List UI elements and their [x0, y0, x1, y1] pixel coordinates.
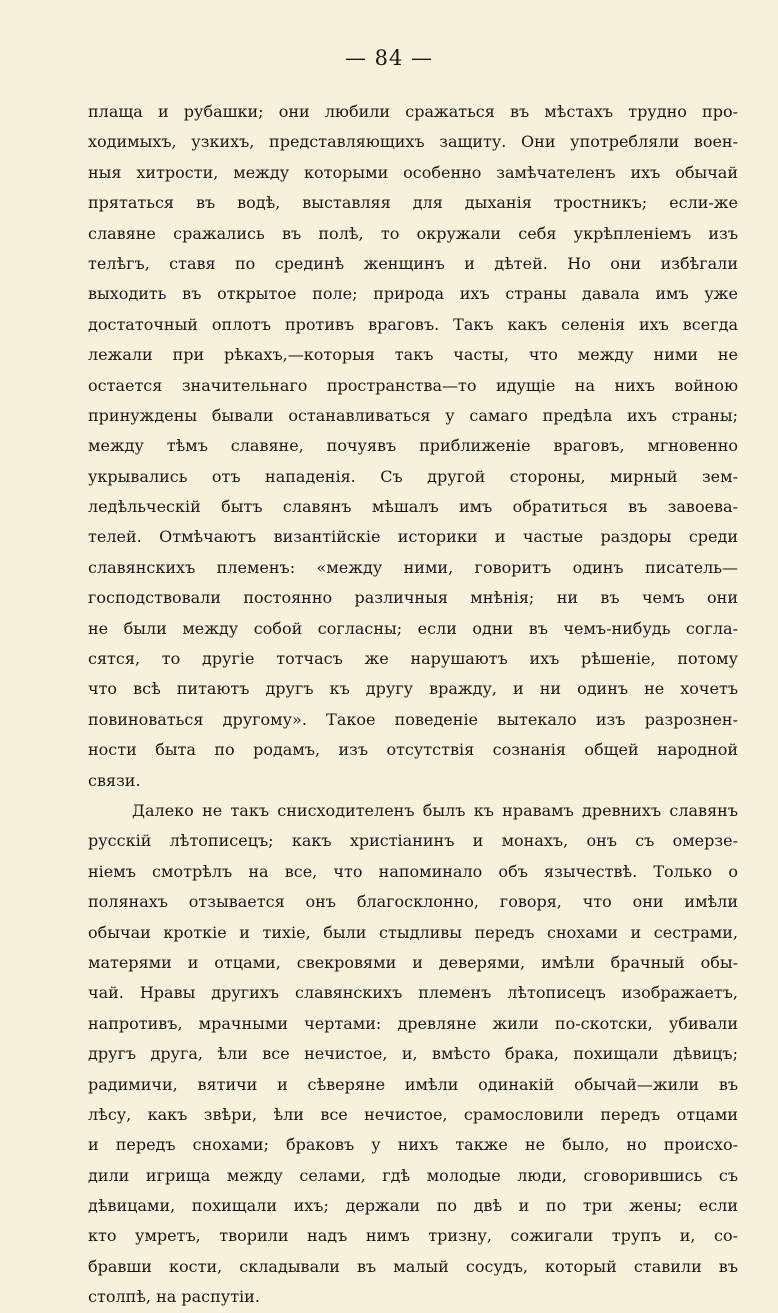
text-line: господствовали постоянно различныя мнѣнія; ни въ чемъ они — [88, 588, 738, 608]
page-number: — 84 — — [344, 46, 434, 70]
text-line: принуждены бывали останавливаться у самаго предѣла ихъ страны; — [88, 405, 738, 425]
text-line: ледѣльческій бытъ славянъ мѣшалъ имъ обратиться въ завоева- — [88, 497, 738, 517]
text-line: остается значительнаго пространства—то идущіе на нихъ войною — [88, 375, 738, 395]
text-line: дѣвицами, похищали ихъ; держали по двѣ и по три жены; если — [88, 1196, 738, 1216]
text-line: ныя хитрости, между которыми особенно замѣчателенъ ихъ обычай — [88, 162, 738, 182]
text-line: телѣгъ, ставя по срединѣ женщинъ и дѣтей. Но они избѣгали — [88, 253, 738, 273]
text-line: напротивъ, мрачными чертами: древляне жили по-скотски, убивали — [88, 1013, 738, 1033]
text-line: бравши кости, складывали въ малый сосудъ, который ставили въ — [88, 1256, 738, 1276]
text-line: плаща и рубашки; они любили сражаться въ мѣстахъ трудно про- — [88, 102, 738, 121]
text-line: лѣсу, какъ звѣри, ѣли все нечистое, срамословили передъ отцами — [88, 1104, 738, 1124]
text-line: славяне сражались въ полѣ, то окружали себя укрѣпленіемъ изъ — [88, 223, 738, 243]
text-line: сятся, то другіе тотчасъ же нарушаютъ ихъ рѣшеніе, потому — [88, 649, 738, 669]
text-line: не были между собой согласны; если одни въ чемъ-нибудь согла- — [88, 618, 738, 638]
text-line: матерями и отцами, свекровями и деверями, имѣли брачный обы- — [88, 952, 738, 972]
text-line: выходить въ открытое поле; природа ихъ страны давала имъ уже — [88, 284, 738, 304]
text-line: укрывались отъ нападенія. Съ другой стороны, мирный зем- — [88, 466, 738, 486]
text-line: радимичи, вятичи и сѣверяне имѣли одинакій обычай—жили въ — [88, 1074, 738, 1094]
text-line: телей. Отмѣчаютъ византійскіе историки и частые раздоры среди — [88, 527, 738, 547]
paragraph-start-line: Далеко не такъ снисходителенъ былъ къ нравамъ древнихъ славянъ — [132, 800, 738, 820]
text-line: полянахъ отзывается онъ благосклонно, говоря, что они имѣли — [88, 892, 738, 912]
text-line: чай. Нравы другихъ славянскихъ племенъ лѣтописецъ изображаетъ, — [88, 983, 738, 1003]
text-line: ходимыхъ, узкихъ, представляющихъ защиту. Они употребляли воен- — [88, 132, 738, 152]
text-line: прятаться въ водѣ, выставляя для дыханія тростникъ; если-же — [88, 193, 738, 213]
text-line: достаточный оплотъ противъ враговъ. Такъ какъ селенія ихъ всегда — [88, 314, 738, 334]
text-line: и передъ снохами; браковъ у нихъ также не было, но происхо- — [88, 1135, 738, 1155]
text-line: что всѣ питаютъ другъ къ другу вражду, и ни одинъ не хочетъ — [88, 679, 738, 699]
text-line: другъ друга, ѣли все нечистое, и, вмѣсто брака, похищали дѣвицъ; — [88, 1044, 738, 1064]
text-line: русскій лѣтописецъ; какъ христіанинъ и монахъ, онъ съ омерзе- — [88, 831, 738, 851]
text-line: обычаи кроткіе и тихіе, были стыдливы передъ снохами и сестрами, — [88, 922, 738, 942]
text-line: ности быта по родамъ, изъ отсутствія сознанія общей народной — [88, 740, 738, 760]
text-line: ніемъ смотрѣлъ на все, что напоминало объ язычествѣ. Только о — [88, 861, 738, 881]
text-line: славянскихъ племенъ: «между ними, говоритъ одинъ писатель— — [88, 557, 738, 577]
text-line: кто умретъ, творили надъ нимъ тризну, сожигали трупъ и, со- — [88, 1226, 738, 1246]
text-line: повиноваться другому». Такое поведеніе вытекало изъ разрознен- — [88, 709, 738, 729]
paragraph-end-line: столпѣ, на распутіи. — [88, 1287, 260, 1307]
text-line: лежали при рѣкахъ,—которыя такъ часты, что между ними не — [88, 345, 738, 365]
page-text — [88, 97, 738, 1313]
text-line: дили игрища между селами, гдѣ молодые люди, сговорившись съ — [88, 1165, 738, 1185]
paragraph-end-line: связи. — [88, 770, 141, 790]
text-line: между тѣмъ славяне, почуявъ приближеніе враговъ, мгновенно — [88, 436, 738, 456]
